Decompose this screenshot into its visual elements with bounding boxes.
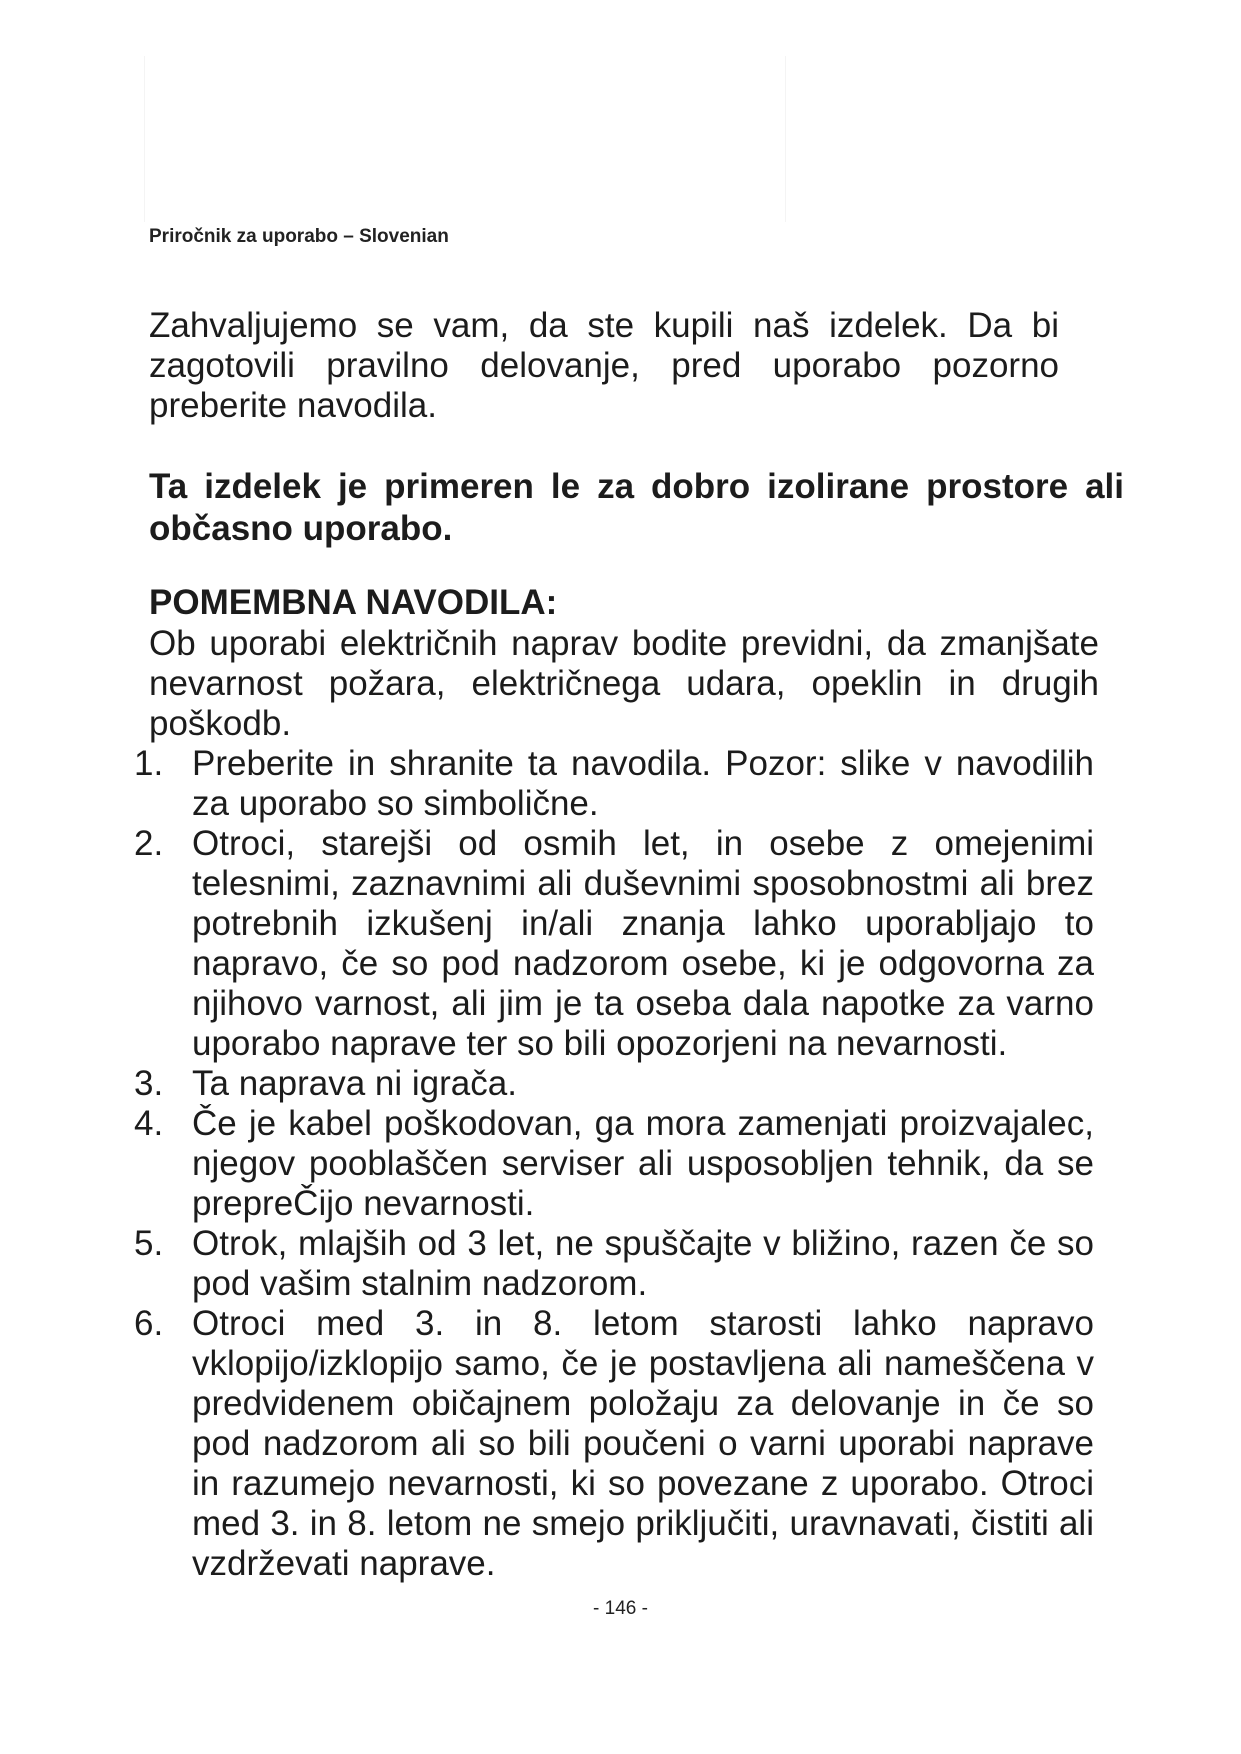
intro-paragraph: Zahvaljujemo se vam, da ste kupili naš izdelek. Da bi zagotovili pravilno delovanje, pred uporabo pozorno preberite navodila. — [149, 306, 1059, 425]
blank-header-area — [144, 56, 786, 222]
important-instructions-intro: Ob uporabi električnih naprav bodite previdni, da zmanjšate nevarnost požara, električnega udara, opeklin in drugih poškodb. — [149, 624, 1099, 743]
important-instructions-heading: POMEMBNA NAVODILA: — [149, 583, 558, 622]
list-item-text: Preberite in shranite ta navodila. Pozor: slike v navodilih za uporabo so simbolične. — [192, 744, 1094, 823]
list-item-text: Otroci, starejši od osmih let, in osebe z omejenimi telesnimi, zaznavnimi ali duševnimi sposobnostmi ali brez potrebnih izkušenj in/ali znanja lahko uporabljajo to napravo, če so pod nadzorom osebe, ki je odgovorna za njihovo varnost, ali jim je ta oseba dala napotke za varno uporabo naprave ter so bili opozorjeni na nevarnosti. — [192, 824, 1094, 1063]
list-item-number: 3. — [134, 1064, 164, 1103]
list-item-text: Če je kabel poškodovan, ga mora zamenjati proizvajalec, njegov pooblaščen serviser ali usposobljen tehnik, da se prepreČijo nevarnosti. — [192, 1104, 1094, 1223]
page-number: - 146 - — [593, 1598, 648, 1619]
instructions-list — [134, 744, 1094, 1584]
list-item-number: 1. — [134, 744, 164, 783]
list-item-text: Otroci med 3. in 8. letom starosti lahko napravo vklopijo/izklopijo samo, če je postavljena ali nameščena v predvidenem običajnem položaju za delovanje in če so pod nadzorom ali so bili poučeni o varni uporabi naprave in razumejo nevarnosti, ki so povezane z uporabo. Otroci med 3. in 8. letom ne smejo priključiti, uravnavati, čistiti ali vzdrževati naprave. — [192, 1304, 1094, 1583]
usage-notice: Ta izdelek je primeren le za dobro izolirane prostore ali občasno uporabo. — [149, 467, 1124, 548]
list-item — [134, 1304, 1094, 1584]
list-item-number: 4. — [134, 1104, 164, 1143]
list-item — [134, 1224, 1094, 1304]
list-item-text: Otrok, mlajših od 3 let, ne spuščajte v bližino, razen če so pod vašim stalnim nadzorom. — [192, 1224, 1094, 1303]
list-item-number: 2. — [134, 824, 164, 863]
list-item-text: Ta naprava ni igrača. — [192, 1064, 517, 1103]
list-item — [134, 744, 1094, 824]
list-item — [134, 824, 1094, 1064]
list-item-number: 6. — [134, 1304, 164, 1343]
list-item-number: 5. — [134, 1224, 164, 1263]
list-item — [134, 1104, 1094, 1224]
manual-header: Priročnik za uporabo – Slovenian — [149, 226, 449, 247]
list-item — [134, 1064, 1094, 1104]
